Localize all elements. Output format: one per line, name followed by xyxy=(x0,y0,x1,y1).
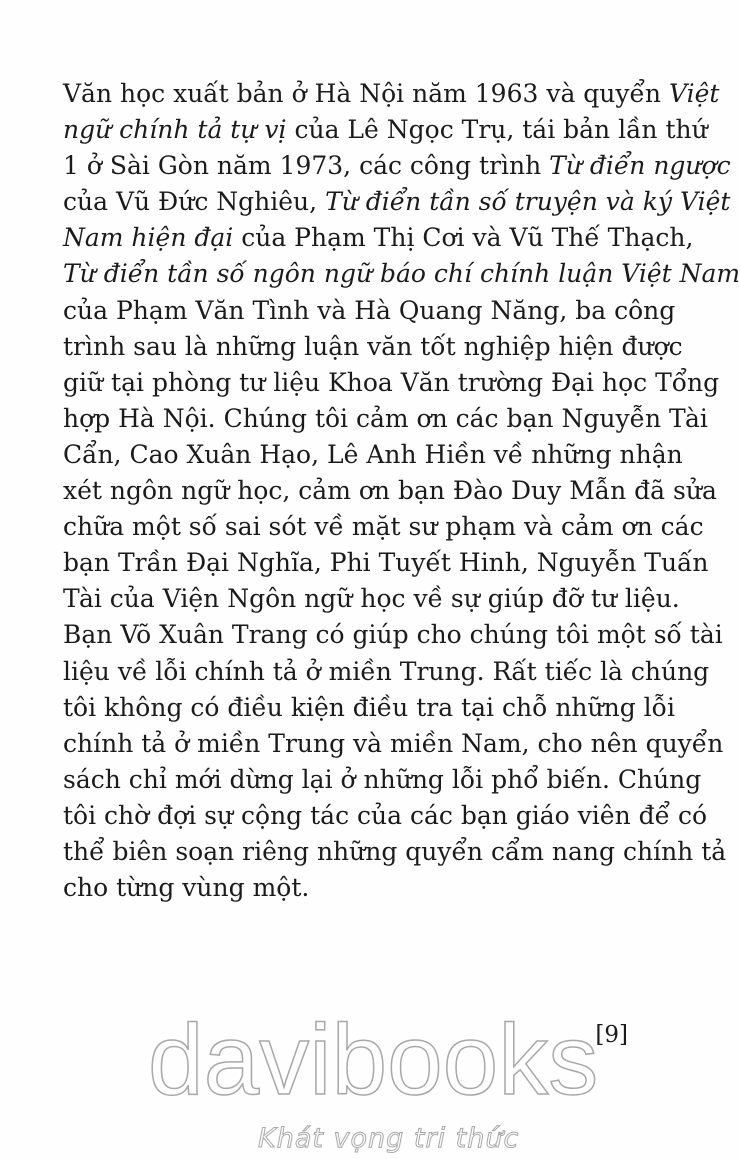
italic-title-text: Từ điển tần số truyện và ký Việt xyxy=(325,187,731,217)
text-run: chữa một số sai sót về mặt sư phạm và cảm ơn các xyxy=(63,512,704,542)
text-run: trình sau là những luận văn tốt nghiệp hiện được xyxy=(63,331,683,361)
text-line xyxy=(63,112,708,148)
text-line xyxy=(63,690,675,726)
italic-title-text: Việt xyxy=(668,79,720,108)
text-line xyxy=(63,870,633,906)
text-line xyxy=(63,509,704,545)
text-line xyxy=(63,654,710,690)
text-line xyxy=(63,762,702,798)
text-run: tôi chờ đợi sự cộng tác của các bạn giáo viên để có xyxy=(63,800,708,830)
text-line xyxy=(63,473,717,509)
text-line xyxy=(63,726,724,762)
text-line xyxy=(63,256,740,292)
text-run: liệu về lỗi chính tả ở miền Trung. Rất tiếc là chúng xyxy=(63,656,710,686)
text-run: hợp Hà Nội. Chúng tôi cảm ơn các bạn Nguyễn Tài xyxy=(63,403,708,433)
text-run: của Vũ Đức Nghiêu, xyxy=(63,187,326,217)
text-line xyxy=(63,545,709,581)
italic-title-text: Từ điển tần số ngôn ngữ báo chí chính luận Việt Nam xyxy=(63,259,740,289)
text-run: cho từng vùng một. xyxy=(63,873,310,903)
text-run: Cẩn, Cao Xuân Hạo, Lê Anh Hiền về những nhận xyxy=(63,439,683,469)
text-line xyxy=(63,798,708,834)
text-line xyxy=(63,184,731,220)
text-line xyxy=(63,365,720,401)
text-run: Văn học xuất bản ở Hà Nội năm 1963 và quyển xyxy=(63,79,669,108)
text-run: giữ tại phòng tư liệu Khoa Văn trường Đại học Tổng xyxy=(63,367,720,397)
text-line xyxy=(63,617,723,653)
text-line xyxy=(63,329,683,365)
text-run: Bạn Võ Xuân Trang có giúp cho chúng tôi một số tài xyxy=(63,620,723,650)
page-number: [9] xyxy=(595,1022,628,1048)
text-run: của Lê Ngọc Trụ, tái bản lần thứ xyxy=(286,115,708,145)
text-line xyxy=(63,220,694,256)
text-line xyxy=(63,293,676,329)
text-line xyxy=(63,401,708,437)
text-run: chính tả ở miền Trung và miền Nam, cho nên quyển xyxy=(63,728,724,758)
text-run: bạn Trần Đại Nghĩa, Phi Tuyết Hinh, Nguyễn Tuấn xyxy=(63,548,709,578)
text-line xyxy=(63,834,727,870)
text-run: Tài của Viện Ngôn ngữ học về sự giúp đỡ tư liệu. xyxy=(63,584,680,614)
text-line xyxy=(63,437,683,473)
text-run: của Phạm Văn Tình và Hà Quang Năng, ba công xyxy=(63,295,676,325)
italic-title-text: Từ điển ngược xyxy=(549,151,731,181)
text-run: tôi không có điều kiện điều tra tại chỗ những lỗi xyxy=(63,692,675,722)
italic-title-text: Nam hiện đại xyxy=(63,223,234,253)
text-run: của Phạm Thị Cơi và Vũ Thế Thạch, xyxy=(233,223,694,253)
text-run: thể biên soạn riêng những quyển cẩm nang chính tả xyxy=(63,836,727,866)
watermark-tagline: Khát vọng tri thức xyxy=(258,1123,520,1154)
text-run: xét ngôn ngữ học, cảm ơn bạn Đào Duy Mẫn đã sửa xyxy=(63,476,717,506)
watermark-brand: davibooks xyxy=(148,1004,599,1116)
text-line xyxy=(63,581,680,617)
text-run: 1 ở Sài Gòn năm 1973, các công trình xyxy=(63,151,550,181)
body-text xyxy=(63,76,740,906)
text-run: sách chỉ mới dừng lại ở những lỗi phổ biến. Chúng xyxy=(63,764,702,794)
italic-title-text: ngữ chính tả tự vị xyxy=(63,115,287,145)
text-line xyxy=(63,76,720,112)
text-line xyxy=(63,148,731,184)
